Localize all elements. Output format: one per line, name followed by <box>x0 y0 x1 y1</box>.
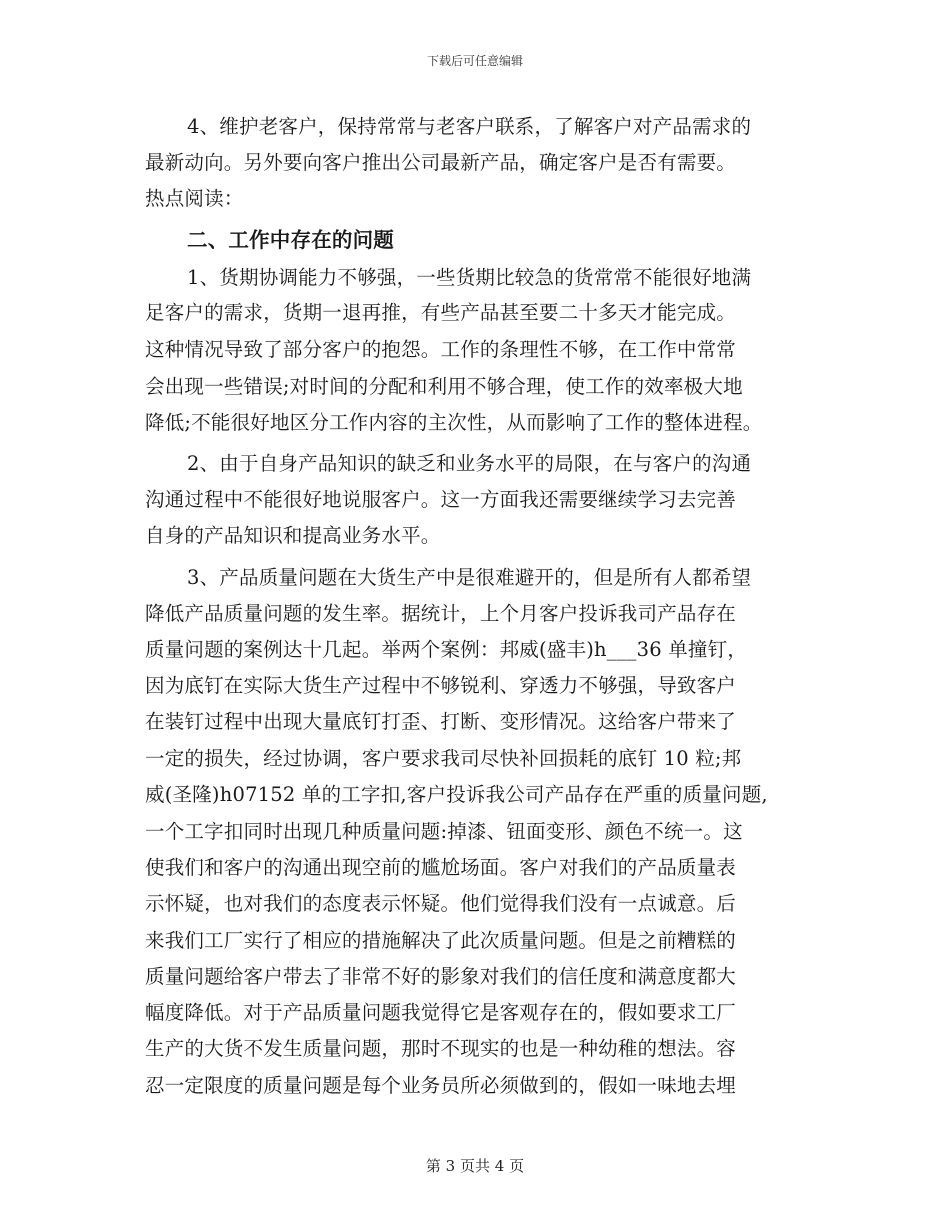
text-line: 生产的大货不发生质量问题，那时不现实的也是一种幼稚的想法。容 <box>145 1037 737 1060</box>
text-line: 会出现一些错误;对时间的分配和利用不够合理，使工作的效率极大地 <box>145 375 743 398</box>
text-line: 热点阅读： <box>145 187 244 210</box>
text-line: 质量问题的案例达十几起。举两个案例：邦威(盛丰)h___36 单撞钉， <box>145 638 748 661</box>
text-line: 4、维护老客户，保持常常与老客户联系，了解客户对产品需求的 <box>187 115 752 138</box>
text-line: 威(圣隆)h07152 单的工字扣,客户投诉我公司产品存在严重的质量问题, <box>145 783 768 806</box>
text-line: 忍一定限度的质量问题是每个业务员所必须做到的，假如一味地去埋 <box>145 1074 737 1097</box>
text-line: 一定的损失，经过协调，客户要求我司尽快补回损耗的底钉 10 粒;邦 <box>145 747 742 770</box>
text-line: 因为底钉在实际大货生产过程中不够锐利、穿透力不够强，导致客户 <box>145 674 737 697</box>
text-line: 质量问题给客户带去了非常不好的影象对我们的信任度和满意度都大 <box>145 965 737 988</box>
text-line: 2、由于自身产品知识的缺乏和业务水平的局限，在与客户的沟通 <box>187 452 752 475</box>
text-line: 这种情况导致了部分客户的抱怨。工作的条理性不够，在工作中常常 <box>145 338 737 361</box>
text-line: 在装钉过程中出现大量底钉打歪、打断、变形情况。这给客户带来了 <box>145 710 737 733</box>
text-line: 3、产品质量问题在大货生产中是很难避开的，但是所有人都希望 <box>187 566 752 589</box>
text-line: 1、货期协调能力不够强，一些货期比较急的货常常不能很好地满 <box>187 266 752 289</box>
text-line: 最新动向。另外要向客户推出公司最新产品，确定客户是否有需要。 <box>145 151 737 174</box>
page-footer: 第 3 页共 4 页 <box>425 1157 525 1175</box>
text-line: 来我们工厂实行了相应的措施解决了此次质量问题。但是之前糟糕的 <box>145 929 737 952</box>
text-line: 自身的产品知识和提高业务水平。 <box>145 524 441 547</box>
text-line: 足客户的需求，货期一退再推，有些产品甚至要二十多天才能完成。 <box>145 301 737 324</box>
section-heading: 二、工作中存在的问题 <box>187 228 394 252</box>
text-line: 示怀疑，也对我们的态度表示怀疑。他们觉得我们没有一点诚意。后 <box>145 892 737 915</box>
text-line: 一个工字扣同时出现几种质量问题:掉漆、钮面变形、颜色不统一。这 <box>145 820 743 843</box>
text-line: 沟通过程中不能很好地说服客户。这一方面我还需要继续学习去完善 <box>145 488 737 511</box>
text-line: 降低;不能很好地区分工作内容的主次性，从而影响了工作的整体进程。 <box>145 411 763 434</box>
text-line: 降低产品质量问题的发生率。据统计，上个月客户投诉我司产品存在 <box>145 602 737 625</box>
page-header: 下载后可任意编辑 <box>426 54 523 68</box>
text-line: 使我们和客户的沟通出现空前的尴尬场面。客户对我们的产品质量表 <box>145 856 737 879</box>
text-line: 幅度降低。对于产品质量问题我觉得它是客观存在的，假如要求工厂 <box>145 1001 737 1024</box>
